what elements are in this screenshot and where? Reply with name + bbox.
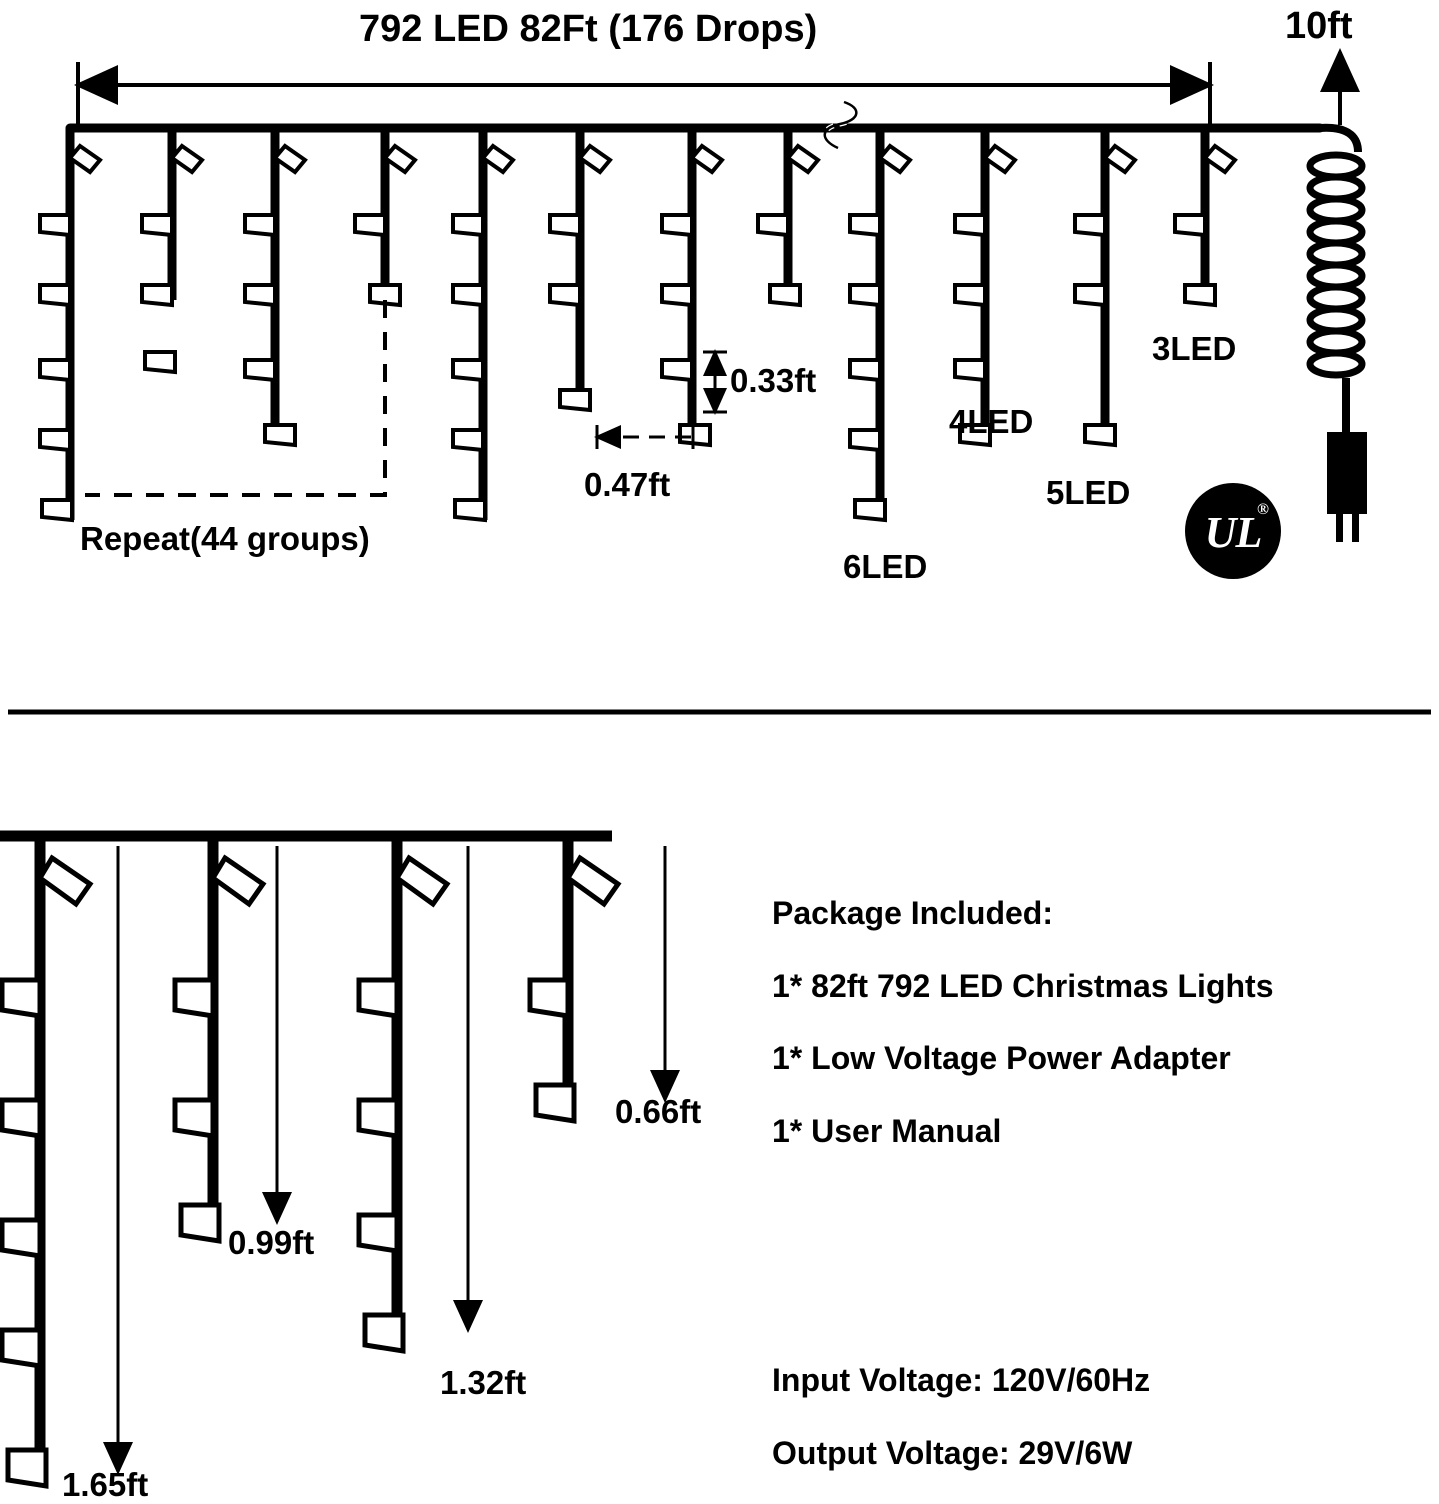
- led-bulbs-top: [40, 146, 1235, 520]
- package-heading: Package Included:: [772, 895, 1053, 931]
- package-item-manual: 1* User Manual: [772, 1113, 1002, 1149]
- ul-badge-text: UL: [1204, 508, 1262, 557]
- repeat-group-outline: [85, 300, 385, 495]
- registered-mark-icon: ®: [1257, 501, 1269, 518]
- repeat-groups-label: Repeat(44 groups): [80, 520, 370, 557]
- package-item-adapter: 1* Low Voltage Power Adapter: [772, 1040, 1231, 1076]
- overall-length-dimension: [78, 62, 1210, 128]
- drop-length-165-label: 1.65ft: [62, 1466, 149, 1503]
- drop-length-099-label: 0.99ft: [228, 1224, 315, 1261]
- drop-spacing-label: 0.47ft: [584, 466, 671, 503]
- drop-type-6led-label: 6LED: [843, 548, 928, 585]
- power-cord-coil: [1310, 128, 1362, 432]
- spec-input-voltage: Input Voltage: 120V/60Hz: [772, 1362, 1151, 1398]
- drop-type-4led-label: 4LED: [949, 403, 1034, 440]
- power-adapter: [1327, 432, 1367, 542]
- drop-type-5led-label: 5LED: [1046, 474, 1131, 511]
- lead-length-label: 10ft: [1285, 5, 1353, 47]
- spec-title: 792 LED 82Ft (176 Drops): [359, 8, 818, 50]
- spec-output-voltage: Output Voltage: 29V/6W: [772, 1435, 1133, 1471]
- drop-type-3led-label: 3LED: [1152, 330, 1237, 367]
- led-spacing-dimension: [703, 352, 727, 412]
- light-drops-top: [70, 128, 1205, 520]
- drop-length-066-label: 0.66ft: [615, 1093, 702, 1130]
- led-spacing-label: 0.33ft: [730, 362, 817, 399]
- ul-certification-badge: [1185, 483, 1281, 579]
- drop-length-132-label: 1.32ft: [440, 1364, 527, 1401]
- package-item-lights: 1* 82ft 792 LED Christmas Lights: [772, 968, 1274, 1004]
